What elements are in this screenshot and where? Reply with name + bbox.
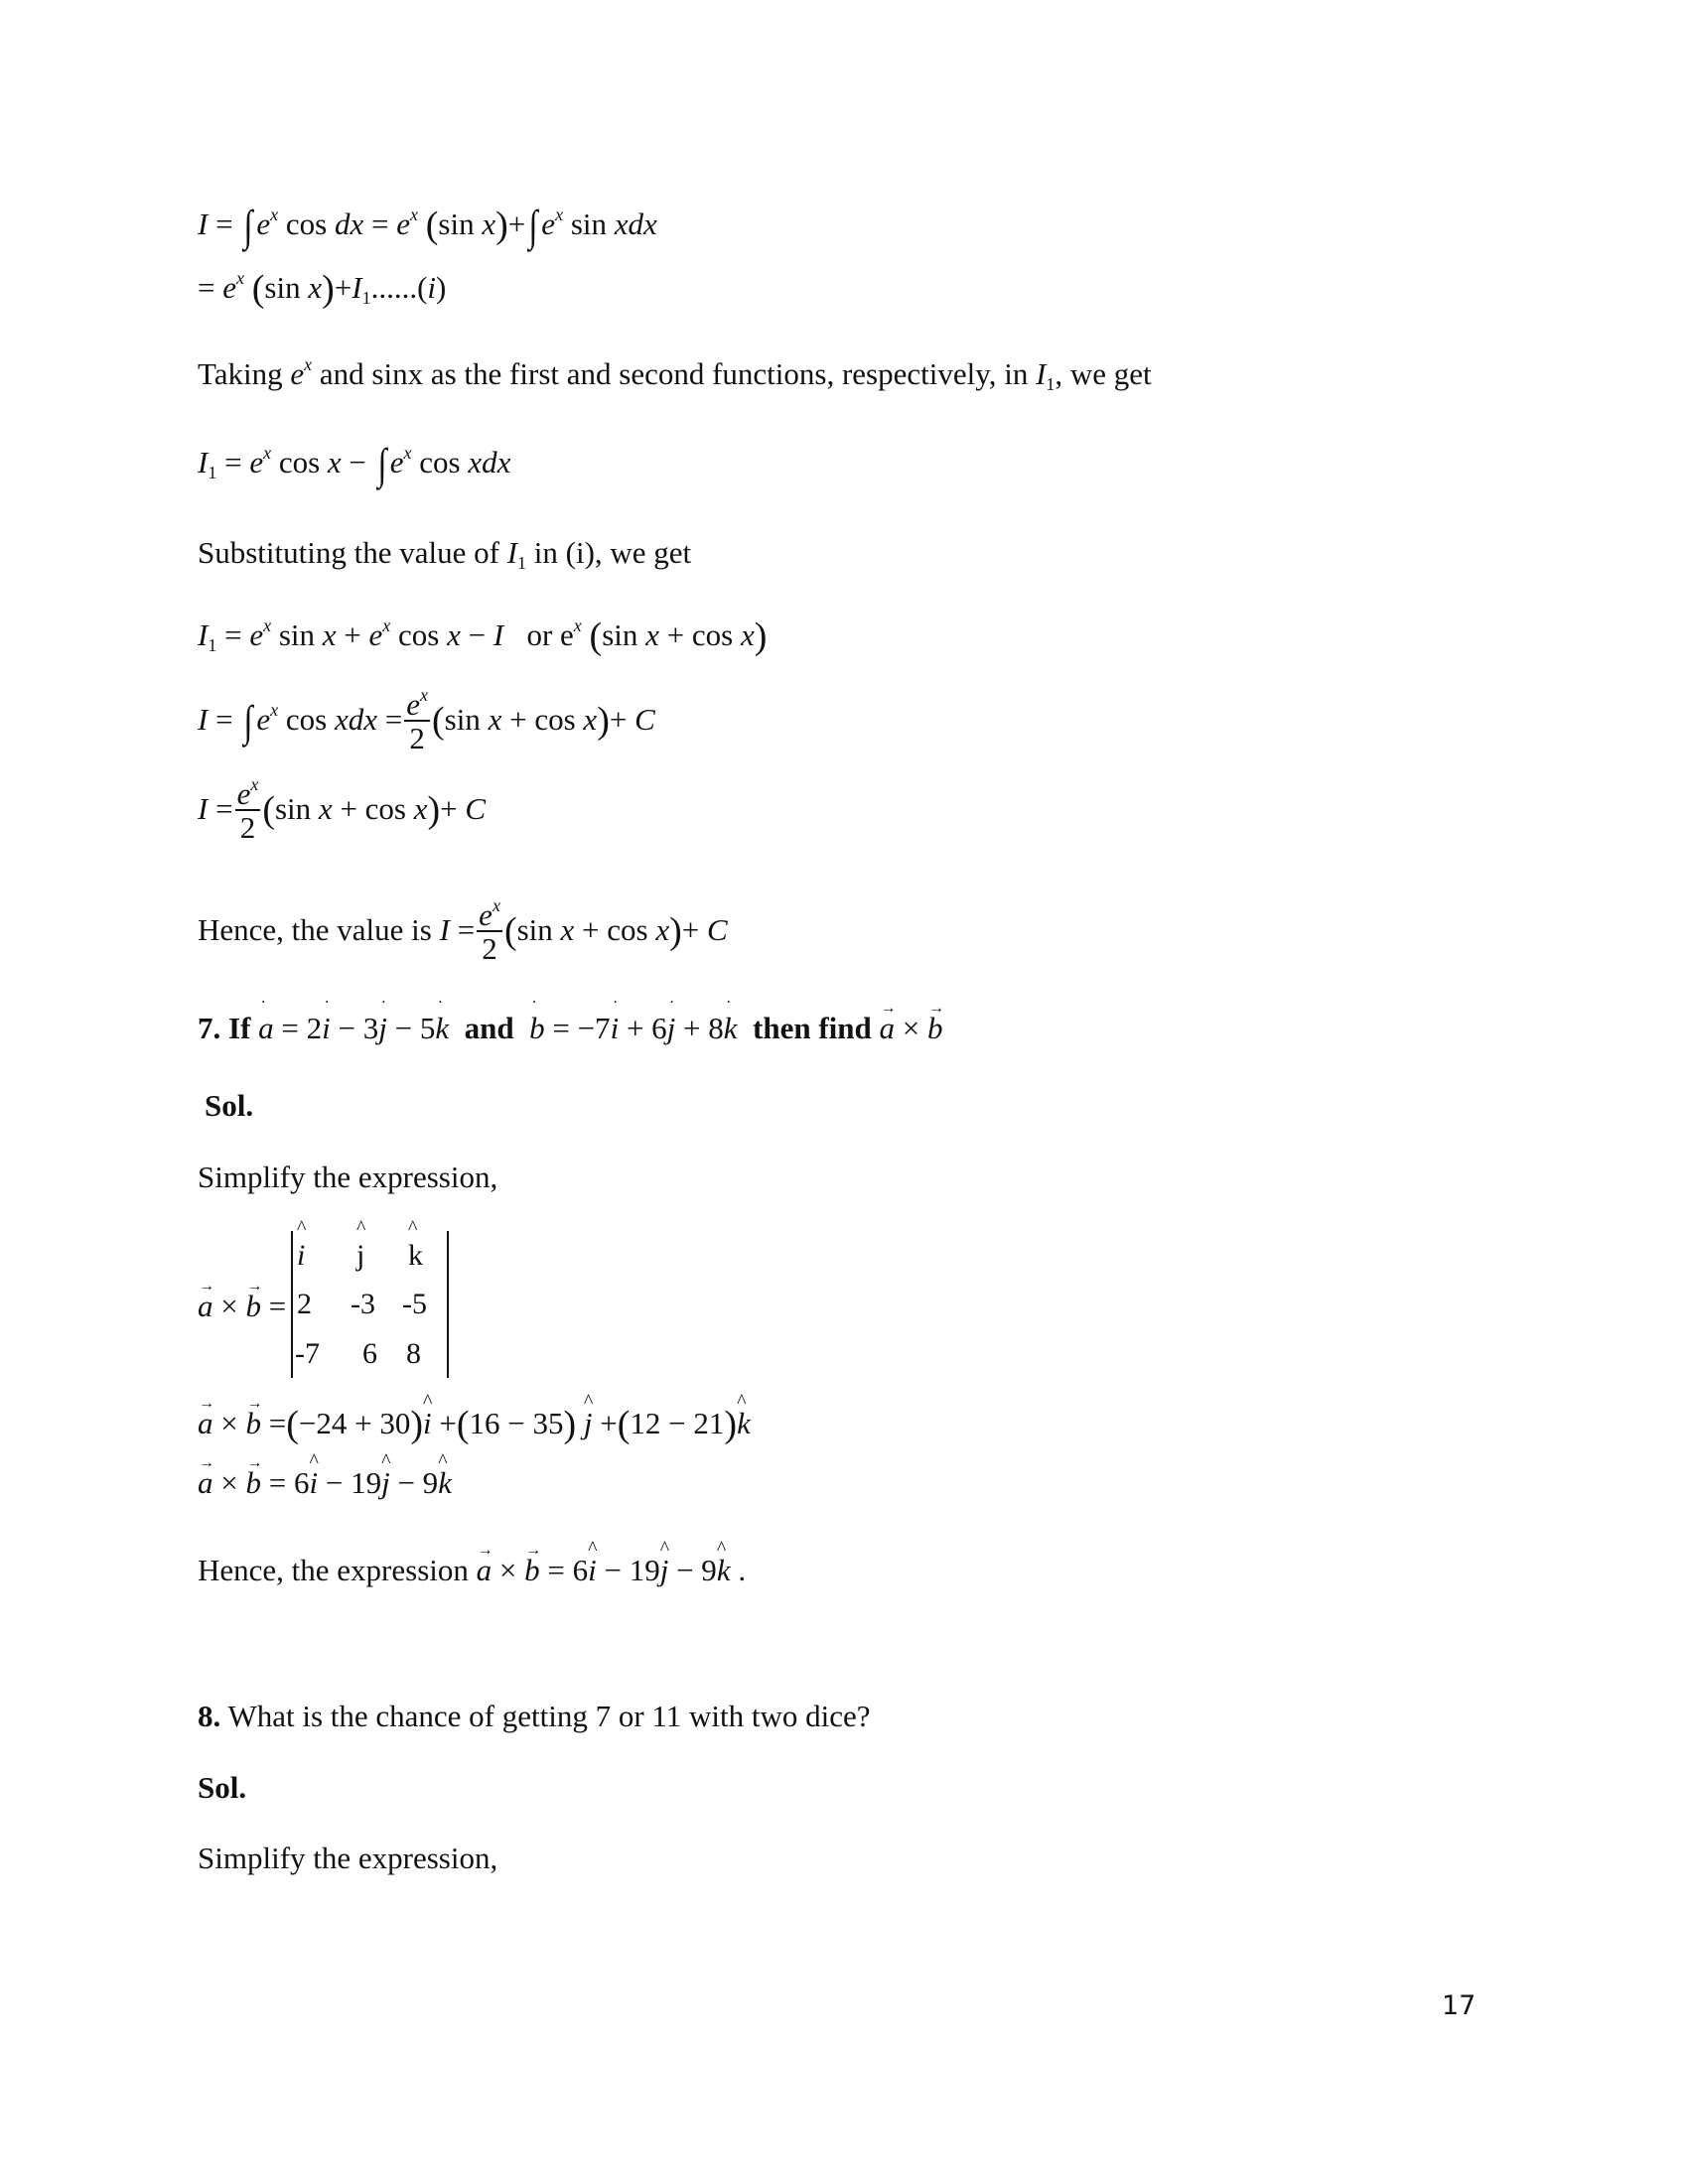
text-fragment: , we get: [1055, 356, 1152, 391]
page-number: 17: [1442, 1990, 1477, 2021]
solution-label: Sol.: [205, 1088, 254, 1123]
text-fragment: Taking: [198, 356, 283, 391]
question-7: 7. If ˙ a = 2˙ i − 3˙ j − 5˙ k and ˙ b = −7˙ i + 6˙ j + 8˙ k then find → a × → b: [198, 1009, 943, 1048]
determinant-matrix: [291, 1231, 449, 1378]
equation-line-3: $I_1 = e^x$ cos x − ∫ $e^x$ cos xdx: [198, 440, 511, 488]
matrix-lhs: → a × → b =: [198, 1287, 286, 1326]
equation-line-4: $I_1 = e^x$ $\sin x + e^x$ cos x − I or $e^x$ (sin x + cos x): [198, 615, 768, 657]
matrix-cell: -3: [351, 1288, 375, 1320]
text-fragment: and: [464, 1011, 514, 1045]
matrix-cell: ^ k: [408, 1239, 423, 1273]
matrix-cell: 2: [297, 1288, 312, 1320]
solution-label: Sol.: [198, 1770, 247, 1805]
matrix-cell: -7: [295, 1337, 320, 1370]
substituting-text: Substituting the value of $I_1$ in (i), we get: [198, 535, 692, 573]
cross-product-step-1: → a × → b =(−24 + 30)^ i +(16 − 35) ^ j +(12 − 21)^ k: [198, 1404, 751, 1444]
question-8: [198, 1697, 871, 1736]
hence-value-text: Hence, the value is I = $\frac{e^x}{2}$ (sin x + cos x)+ C: [198, 895, 728, 966]
text-fragment: in (i), we get: [533, 535, 692, 570]
equation-line-1: I = ∫ $e^x$ cos dx = $e^x$ (sin x)+∫ $e^x$ sin xdx: [198, 202, 657, 250]
cross-product-step-2: → a × → b = 6^ i − 19^ j − 9^ k: [198, 1463, 452, 1503]
simplify-text: Simplify the expression,: [198, 1841, 498, 1875]
taking-text: Taking $e^x$ and sinx as the first and second functions, respectively, in $I_1$, we get: [198, 354, 1152, 394]
matrix-cell: -5: [402, 1288, 427, 1320]
text-fragment: Substituting the value of: [198, 535, 499, 570]
matrix-cell: ^ j: [356, 1239, 364, 1273]
simplify-text: Simplify the expression,: [198, 1160, 498, 1194]
text-fragment: Hence, the value is: [198, 912, 432, 948]
equation-line-6: I = $\frac{e^x}{2}$ (sin x + cos x)+ C: [198, 774, 487, 845]
text-fragment: and sinx as the first and second functions, respectively, in: [319, 356, 1029, 391]
text-fragment: Hence, the expression: [198, 1553, 469, 1587]
equation-line-5: I = ∫ $e^x$ cos xdx = $\frac{e^x}{2}$ (sin x + cos x)+ C: [198, 685, 655, 755]
matrix-cell: ^ i: [297, 1239, 305, 1273]
equation-line-2: = $e^x$ (sin $x)+I_1......(i)$: [198, 268, 447, 310]
question-number: 7.: [198, 1011, 221, 1045]
text-fragment: If: [228, 1011, 251, 1045]
matrix-cell: 8: [406, 1337, 421, 1370]
matrix-cell: 6: [362, 1337, 377, 1370]
question-text: What is the chance of getting 7 or 11 with two dice?: [227, 1699, 871, 1733]
question-number: 8.: [198, 1699, 221, 1733]
text-fragment: or e: [526, 617, 574, 652]
hence-expression-text: Hence, the expression → a × → b = 6^ i − 19^ j − 9^ k .: [198, 1551, 746, 1590]
text-fragment: then find: [753, 1011, 872, 1045]
